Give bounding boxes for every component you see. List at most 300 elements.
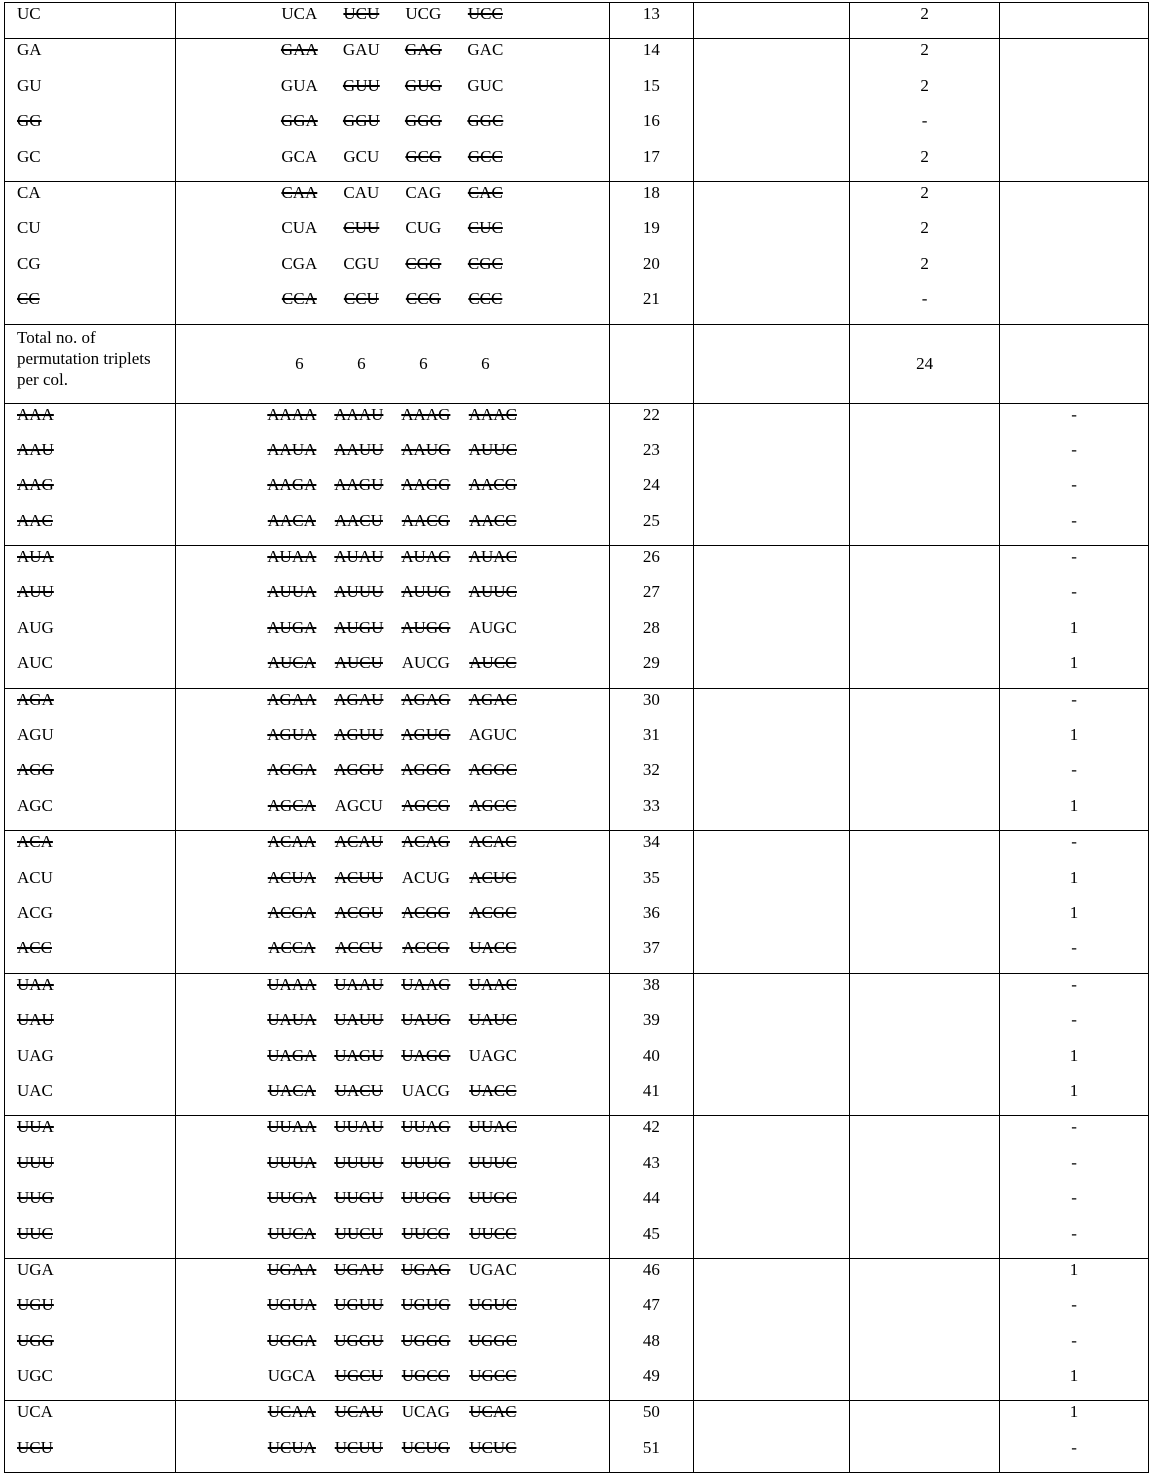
row-label: AGC <box>17 795 53 815</box>
col6-value: - <box>1071 404 1077 424</box>
col5-value <box>850 1401 999 1436</box>
codon <box>330 3 392 25</box>
codon-excluded: AUAG <box>401 547 451 567</box>
codon <box>258 689 325 711</box>
row-number: 46 <box>642 1259 660 1279</box>
row-label: AAU <box>17 439 54 459</box>
codon <box>454 253 516 275</box>
row-number: 13 <box>642 4 660 23</box>
codon <box>392 288 454 310</box>
empty-value <box>694 1330 849 1365</box>
col5-value: 2 <box>920 253 929 273</box>
row-number: 31 <box>642 725 660 745</box>
codons-cell <box>176 403 610 546</box>
total-count: 6 <box>357 353 366 373</box>
col5-cell <box>850 3 1000 39</box>
codons-cell <box>176 1401 610 1473</box>
codon-line <box>176 1116 609 1151</box>
codon <box>268 182 330 204</box>
codon <box>392 689 459 711</box>
empty-value <box>694 404 849 439</box>
label-cell <box>5 403 176 546</box>
codon-included: GAU <box>342 40 380 60</box>
codon <box>258 1080 325 1102</box>
codon-excluded: UUGU <box>334 1188 384 1208</box>
codon <box>454 217 516 239</box>
row-number: 48 <box>642 1330 660 1350</box>
empty-cell <box>694 1258 850 1401</box>
codon-excluded: AGUU <box>334 725 384 745</box>
codon-line <box>176 759 609 794</box>
codon-excluded: UAUA <box>267 1010 317 1030</box>
row-number: 20 <box>642 253 660 273</box>
codon-excluded: AUUA <box>267 582 317 602</box>
codon-excluded: AGGC <box>468 760 517 780</box>
codon-excluded: AAGU <box>334 475 384 495</box>
codon-line <box>176 831 609 866</box>
codon-excluded: AAAG <box>401 404 451 424</box>
codon <box>459 1365 526 1387</box>
codon-excluded: CAC <box>467 182 503 202</box>
codon-excluded: UAUU <box>334 1010 384 1030</box>
row-number: 47 <box>642 1295 660 1315</box>
number-cell <box>609 546 694 689</box>
empty-value <box>694 795 849 830</box>
codon-excluded: AAAA <box>267 404 317 424</box>
codon-excluded: UACC <box>469 1080 517 1100</box>
codon-excluded: UACU <box>334 1080 383 1100</box>
codon-excluded: AAAC <box>468 404 517 424</box>
codon <box>258 652 325 674</box>
codon-excluded: UUAA <box>267 1117 317 1137</box>
codon-excluded: UGCU <box>334 1366 383 1386</box>
row-number: 19 <box>642 218 660 238</box>
codon-excluded: ACUC <box>469 867 517 887</box>
codon <box>392 867 459 889</box>
row-label: CA <box>17 182 41 202</box>
codon <box>392 1259 459 1281</box>
codon <box>268 39 330 61</box>
codon-excluded: AUGU <box>334 617 384 637</box>
table-row-group <box>5 831 1149 974</box>
col5-value: - <box>921 111 928 131</box>
codon-excluded: UGCC <box>469 1366 517 1386</box>
codon <box>258 1009 325 1031</box>
codon-excluded: UUCG <box>401 1223 450 1243</box>
col6-value: - <box>1071 547 1077 567</box>
codon <box>330 39 392 61</box>
codon <box>268 253 330 275</box>
total-col6-cell <box>1000 324 1149 403</box>
codon-line <box>176 902 609 937</box>
row-number: 21 <box>642 289 660 309</box>
col5-cell <box>850 1401 1000 1473</box>
codon-line <box>176 439 609 474</box>
row-label: ACA <box>17 832 53 852</box>
codon <box>268 110 330 132</box>
col5-value <box>850 652 999 687</box>
codon <box>459 617 526 639</box>
row-number: 45 <box>642 1223 660 1243</box>
col5-cell <box>850 688 1000 831</box>
codon-line <box>176 1009 609 1044</box>
codon-included: CGA <box>281 253 318 273</box>
empty-value <box>694 217 849 252</box>
total-label-cell <box>5 324 176 403</box>
row-label: AUA <box>17 547 54 567</box>
row-label: CG <box>17 253 41 273</box>
col5-value <box>850 1437 999 1472</box>
codon <box>392 110 454 132</box>
col5-value <box>850 689 999 724</box>
codon <box>258 724 325 746</box>
codon-excluded: UUAG <box>401 1117 451 1137</box>
total-col5-cell <box>850 324 1000 403</box>
codon-excluded: AAUG <box>401 439 451 459</box>
codon <box>258 1045 325 1067</box>
codon <box>392 652 459 674</box>
empty-value <box>694 1080 849 1115</box>
codon-excluded: UUGC <box>468 1188 517 1208</box>
codon <box>392 439 459 461</box>
col6-value: - <box>1071 1223 1077 1243</box>
col5-cell <box>850 39 1000 182</box>
col6-cell <box>1000 1401 1149 1473</box>
codon-excluded: AUAA <box>267 547 317 567</box>
codon <box>392 724 459 746</box>
codon-line <box>176 795 609 830</box>
codon-excluded: UUCU <box>334 1223 383 1243</box>
codon-excluded: UGGG <box>401 1330 451 1350</box>
codon <box>325 1009 392 1031</box>
row-label: GU <box>17 75 42 95</box>
codon-line <box>176 253 609 288</box>
col6-value: - <box>1071 760 1077 780</box>
codon <box>459 474 526 496</box>
total-count: 6 <box>295 353 304 373</box>
codon-excluded: UUCC <box>469 1223 517 1243</box>
row-label: AUC <box>17 653 53 673</box>
codon <box>325 439 392 461</box>
codon <box>459 1009 526 1031</box>
codon <box>459 795 526 817</box>
row-label: UGC <box>17 1366 53 1386</box>
codon <box>258 1116 325 1138</box>
codon-excluded: AUAU <box>334 547 384 567</box>
row-label: UAG <box>17 1045 54 1065</box>
codon-excluded: GAG <box>404 40 442 60</box>
codon-excluded: GUU <box>342 75 380 95</box>
label-cell <box>5 3 176 39</box>
codon-excluded: AACG <box>401 510 450 530</box>
codon-excluded: ACAU <box>334 832 383 852</box>
col5-value <box>850 474 999 509</box>
empty-cell <box>694 1401 850 1473</box>
codon-excluded: UGAG <box>401 1259 451 1279</box>
label-cell <box>5 1401 176 1473</box>
row-label: CC <box>17 289 40 309</box>
codon <box>392 937 459 959</box>
row-label: AGG <box>17 760 54 780</box>
empty-cell <box>694 973 850 1116</box>
codon-included: GUC <box>467 75 504 95</box>
label-cell <box>5 831 176 974</box>
row-number: 29 <box>642 653 660 673</box>
codon <box>268 217 330 239</box>
codon <box>325 937 392 959</box>
codon-excluded: AGAC <box>468 689 517 709</box>
codon-excluded: UGAA <box>267 1259 317 1279</box>
codon-excluded: AUUC <box>468 439 517 459</box>
codon <box>325 1294 392 1316</box>
codon <box>325 759 392 781</box>
total-empty-cell <box>694 324 850 403</box>
col6-value: - <box>1071 1010 1077 1030</box>
col6-value: - <box>1071 1188 1077 1208</box>
codon <box>325 1259 392 1281</box>
col6-value <box>1000 146 1148 181</box>
row-label: UUG <box>17 1188 54 1208</box>
row-number: 37 <box>642 938 660 958</box>
row-label: UAA <box>17 974 54 994</box>
codon <box>459 1152 526 1174</box>
codon <box>258 759 325 781</box>
codon-excluded: CGC <box>467 253 503 273</box>
col5-value <box>850 546 999 581</box>
codon <box>325 652 392 674</box>
codon <box>392 146 454 168</box>
col6-value: - <box>1071 1152 1077 1172</box>
codon-excluded: AACC <box>469 510 517 530</box>
codon <box>459 1259 526 1281</box>
empty-value <box>694 110 849 145</box>
codon <box>258 510 325 532</box>
codon <box>392 759 459 781</box>
codon-included: UAGC <box>468 1045 517 1065</box>
codon-excluded: UAGU <box>334 1045 384 1065</box>
codon <box>392 1294 459 1316</box>
codon <box>459 1437 526 1459</box>
codon <box>454 146 516 168</box>
codon-line <box>176 110 609 145</box>
codon <box>258 474 325 496</box>
empty-value <box>694 182 849 217</box>
row-label: UUU <box>17 1152 54 1172</box>
codon <box>258 937 325 959</box>
codon-line <box>176 689 609 724</box>
codon-line <box>176 1259 609 1294</box>
codon <box>268 3 330 25</box>
label-cell <box>5 39 176 182</box>
col6-value: 1 <box>1069 653 1079 673</box>
codon-excluded: ACAG <box>401 832 450 852</box>
codon <box>258 974 325 996</box>
col5-value <box>850 974 999 1009</box>
empty-value <box>694 39 849 74</box>
empty-value <box>694 759 849 794</box>
codon-excluded: AAUA <box>267 439 317 459</box>
row-number: 26 <box>642 547 660 567</box>
row-label: GG <box>17 111 42 131</box>
label-cell <box>5 973 176 1116</box>
row-label: AUU <box>17 582 54 602</box>
table-row-group <box>5 973 1149 1116</box>
col5-value <box>850 937 999 972</box>
codons-cell <box>176 973 610 1116</box>
codons-cell <box>176 39 610 182</box>
col6-cell <box>1000 688 1149 831</box>
table-row-group <box>5 1401 1149 1473</box>
codon <box>330 146 392 168</box>
row-number: 22 <box>642 404 660 424</box>
row-label: UCU <box>17 1437 53 1457</box>
empty-value <box>694 689 849 724</box>
col6-value: 1 <box>1069 1259 1079 1279</box>
codon-excluded: AACA <box>267 510 316 530</box>
codon-included: GAC <box>467 40 504 60</box>
codon-line <box>176 581 609 616</box>
col6-value: - <box>1071 439 1077 459</box>
codon <box>392 974 459 996</box>
codon-excluded: CCC <box>468 289 503 309</box>
col5-value: 2 <box>920 146 929 166</box>
codon <box>325 795 392 817</box>
codon-excluded: UGUA <box>267 1295 317 1315</box>
empty-value <box>694 75 849 110</box>
col5-value <box>850 902 999 937</box>
row-number: 41 <box>642 1080 660 1100</box>
row-label: UAU <box>17 1010 54 1030</box>
empty-value <box>694 1223 849 1258</box>
codon <box>325 404 392 426</box>
codon-excluded: AUUG <box>401 582 451 602</box>
col5-value <box>850 795 999 830</box>
codon <box>459 902 526 924</box>
codon-excluded: UCAA <box>267 1402 316 1422</box>
row-number: 34 <box>642 832 660 852</box>
codon <box>392 182 454 204</box>
codon-excluded: ACAC <box>469 832 517 852</box>
codon <box>258 404 325 426</box>
codon-excluded: GAA <box>280 40 318 60</box>
col6-cell <box>1000 3 1149 39</box>
row-label: AAA <box>17 404 54 424</box>
row-label: AAG <box>17 475 54 495</box>
codon <box>330 288 392 310</box>
codon-excluded: AGCG <box>401 795 450 815</box>
row-label: GA <box>17 40 42 60</box>
codon-excluded: AGUG <box>401 725 451 745</box>
codon <box>459 1401 526 1423</box>
empty-cell <box>694 39 850 182</box>
col5-value <box>850 759 999 794</box>
col6-cell <box>1000 831 1149 974</box>
codon-excluded: AUCC <box>469 653 517 673</box>
codon-excluded: AUCU <box>334 653 383 673</box>
codon <box>258 831 325 853</box>
number-cell <box>609 181 694 324</box>
number-cell <box>609 3 694 39</box>
codon-excluded: UCUU <box>334 1437 383 1457</box>
codon-included: UACG <box>401 1080 450 1100</box>
codon-excluded: UCU <box>343 4 380 23</box>
row-number: 27 <box>642 582 660 602</box>
codon-line <box>176 1080 609 1115</box>
col6-value <box>1000 110 1148 145</box>
codon-excluded: CUC <box>467 218 503 238</box>
codon-excluded: UAAU <box>334 974 384 994</box>
codon-excluded: UAAA <box>267 974 317 994</box>
codon-excluded: CUU <box>343 218 380 238</box>
codons-cell <box>176 181 610 324</box>
col6-value: - <box>1071 582 1077 602</box>
col6-value: 1 <box>1069 1402 1079 1422</box>
number-cell <box>609 1401 694 1473</box>
codon <box>459 937 526 959</box>
row-label: AAC <box>17 510 53 530</box>
codon-included: CGU <box>343 253 380 273</box>
codon <box>325 1330 392 1352</box>
codon-included: UCAG <box>401 1402 450 1422</box>
codon <box>325 1437 392 1459</box>
codon-excluded: UUAC <box>468 1117 517 1137</box>
col6-value: - <box>1071 1117 1077 1137</box>
col5-value: 2 <box>920 218 929 238</box>
codon-excluded: GGC <box>467 111 504 131</box>
col5-value <box>850 1365 999 1400</box>
codon <box>459 1294 526 1316</box>
codon <box>258 1187 325 1209</box>
col6-value: 1 <box>1069 795 1079 815</box>
row-number: 42 <box>642 1117 660 1137</box>
codon <box>258 1223 325 1245</box>
empty-value <box>694 546 849 581</box>
codon-excluded: UGAU <box>334 1259 384 1279</box>
codon <box>459 724 526 746</box>
codon-excluded: AGGU <box>334 760 384 780</box>
codon-excluded: CCG <box>405 289 441 309</box>
codon <box>459 581 526 603</box>
codon-line <box>176 3 609 38</box>
codon <box>258 546 325 568</box>
codon <box>392 1009 459 1031</box>
empty-value <box>694 510 849 545</box>
codon <box>258 439 325 461</box>
col5-value <box>850 1294 999 1329</box>
codons-cell <box>176 546 610 689</box>
col6-value: - <box>1071 974 1077 994</box>
codon-line <box>176 1223 609 1258</box>
codon <box>392 253 454 275</box>
codon <box>392 1223 459 1245</box>
row-label: ACG <box>17 902 53 922</box>
label-cell <box>5 546 176 689</box>
empty-value <box>694 1401 849 1436</box>
codon-line <box>176 937 609 972</box>
total-row <box>5 324 1149 403</box>
empty-value <box>694 474 849 509</box>
codon <box>325 974 392 996</box>
codon-line <box>176 724 609 759</box>
col6-value: - <box>1071 475 1077 495</box>
row-number: 49 <box>642 1366 660 1386</box>
codon <box>392 75 454 97</box>
codon <box>392 1365 459 1387</box>
row-label: AGU <box>17 725 54 745</box>
col5-cell <box>850 546 1000 689</box>
codon-line <box>176 652 609 687</box>
row-label: UAC <box>17 1080 53 1100</box>
